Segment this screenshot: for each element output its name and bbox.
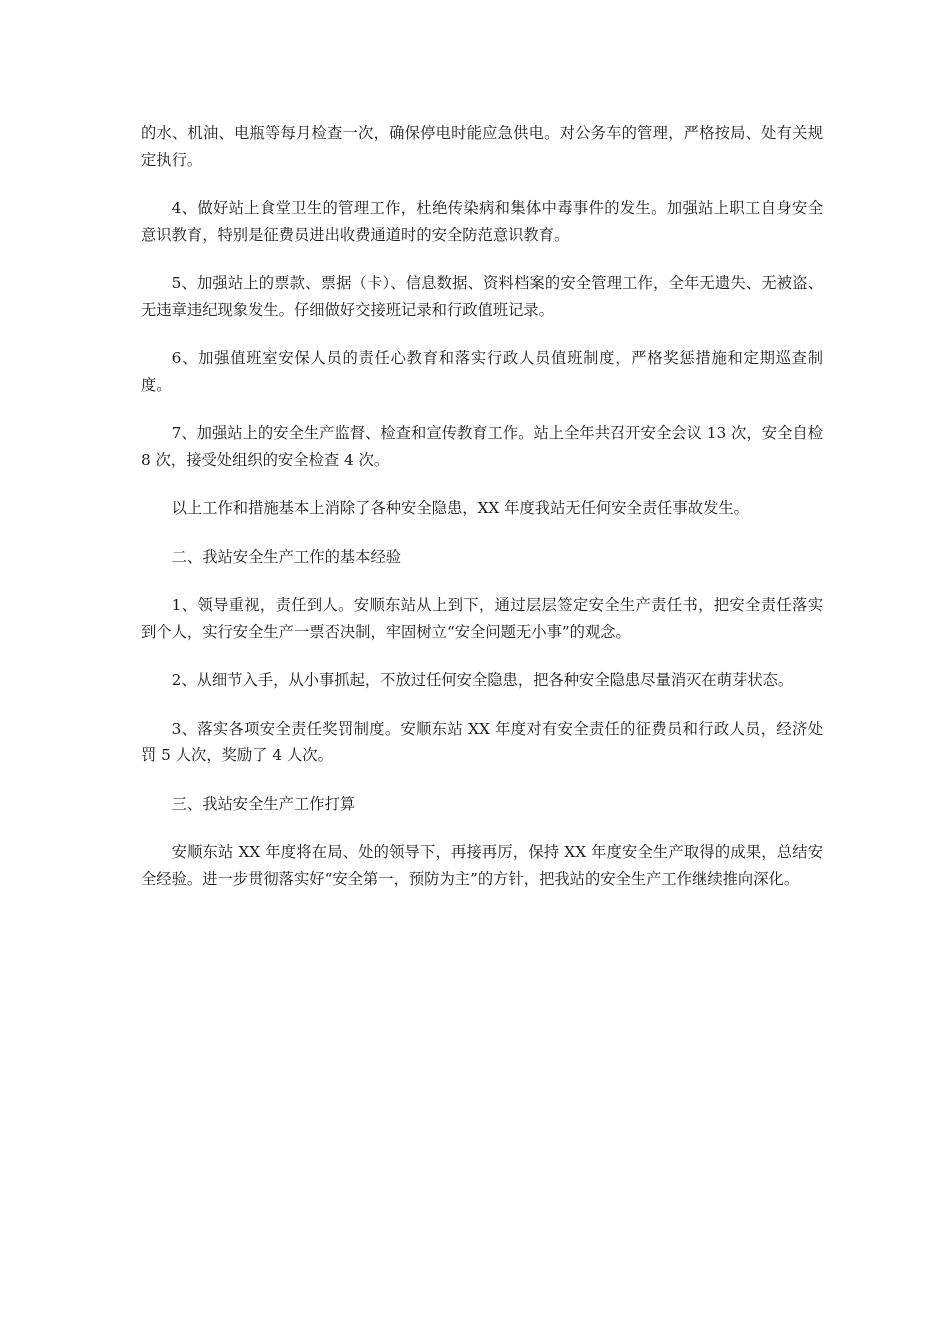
paragraph-plan: 安顺东站 XX 年度将在局、处的领导下，再接再厉，保持 XX 年度安全生产取得的成果，总结安全经验。进一步贯彻落实好“安全第一，预防为主”的方针，把我站的安全生产工作继续推向深化。 (141, 843, 823, 888)
paragraph-item-5-tickets: 5、加强站上的票款、票据（卡）、信息数据、资料档案的安全管理工作，全年无遗失、无被盗、无违章违纪现象发生。仔细做好交接班记录和行政值班记录。 (141, 274, 823, 319)
paragraph-item-4-canteen: 4、做好站上食堂卫生的管理工作，杜绝传染病和集体中毒事件的发生。加强站上职工自身安全意识教育，特别是征费员进出收费通道时的安全防范意识教育。 (141, 199, 823, 244)
paragraph-summary: 以上工作和措施基本上消除了各种安全隐患，XX 年度我站无任何安全责任事故发生。 (171, 499, 749, 517)
document-body (141, 120, 823, 914)
section-heading-plan: 三、我站安全生产工作打算 (171, 794, 356, 813)
paragraph-experience-3: 3、落实各项安全责任奖罚制度。安顺东站 XX 年度对有安全责任的征费员和行政人员，经济处罚 5 人次，奖励了 4 人次。 (141, 719, 823, 764)
section-heading-experience: 二、我站安全生产工作的基本经验 (171, 547, 402, 566)
paragraph-item-7-supervision: 7、加强站上的安全生产监督、检查和宣传教育工作。站上全年共召开安全会议 13 次，安全自检 8 次，接受处组织的安全检查 4 次。 (141, 424, 823, 469)
paragraph-item-6-duty: 6、加强值班室安保人员的责任心教育和落实行政人员值班制度，严格奖惩措施和定期巡查制度。 (141, 349, 823, 394)
paragraph-experience-2: 2、从细节入手，从小事抓起，不放过任何安全隐患，把各种安全隐患尽量消灭在萌芽状态。 (171, 671, 794, 689)
paragraph-vehicle-maintenance: 的水、机油、电瓶等每月检查一次，确保停电时能应急供电。对公务车的管理，严格按局、处有关规定执行。 (141, 124, 823, 169)
paragraph-experience-1: 1、领导重视，责任到人。安顺东站从上到下，通过层层签定安全生产责任书，把安全责任落实到个人，实行安全生产一票否决制，牢固树立“安全问题无小事”的观念。 (141, 596, 823, 641)
